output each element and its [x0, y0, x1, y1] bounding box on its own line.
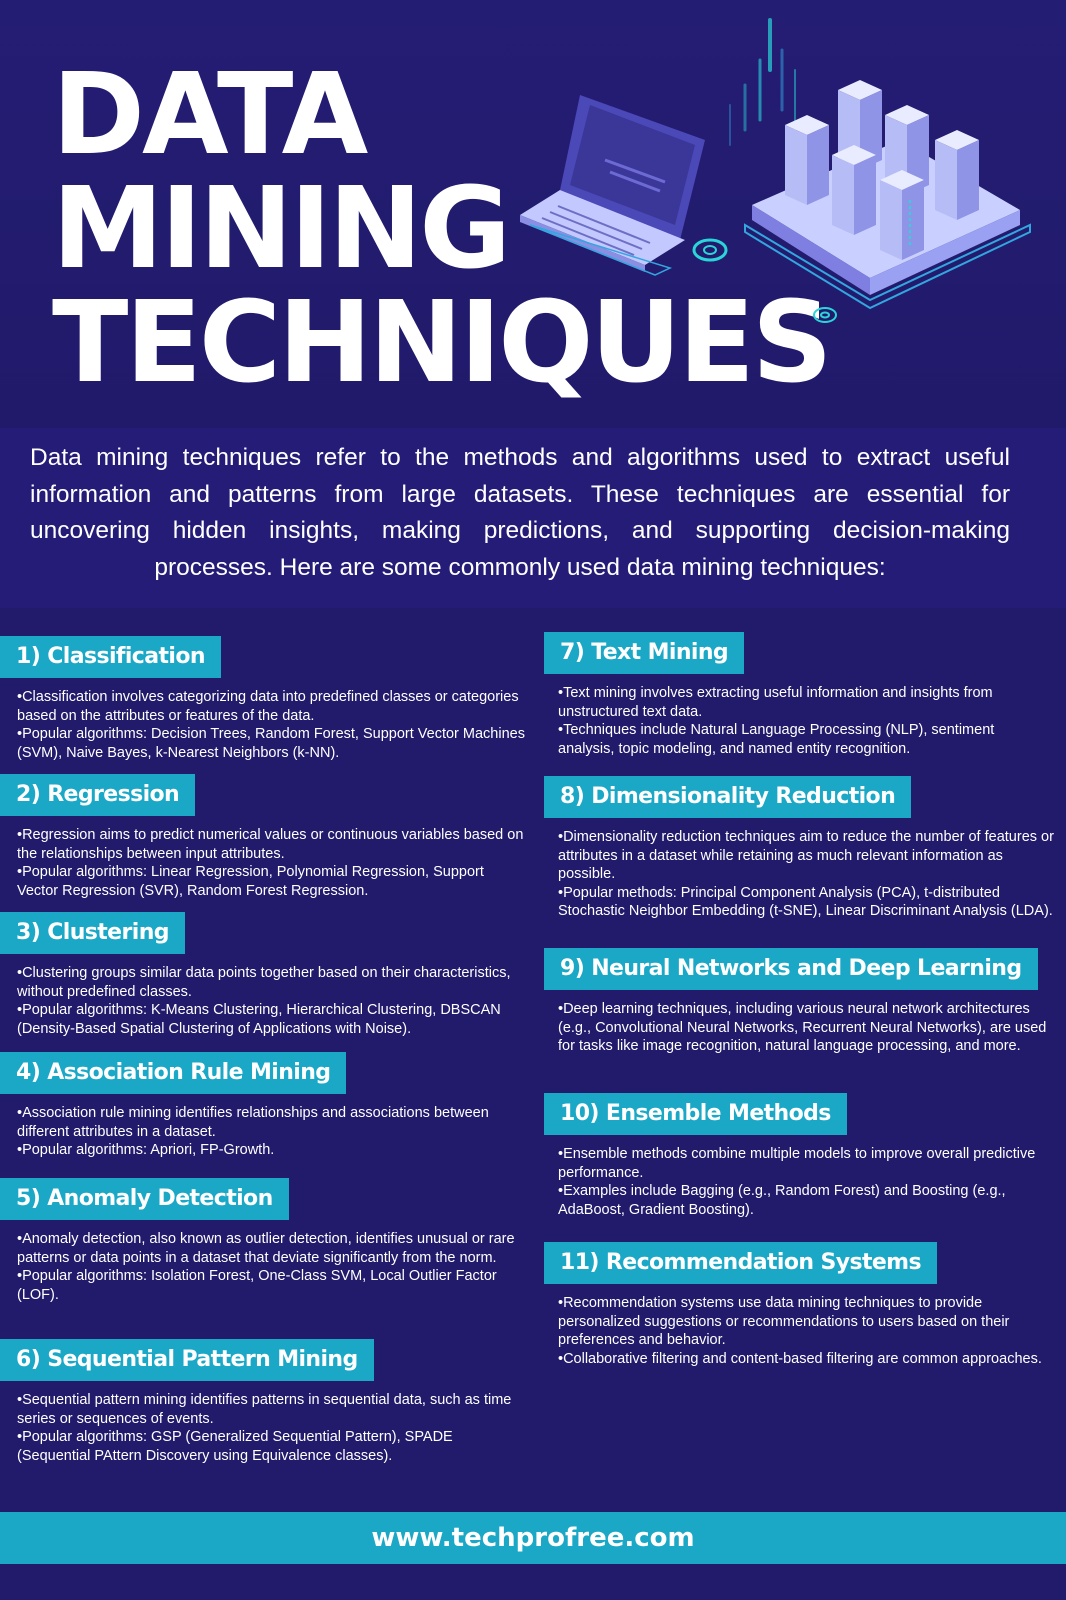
section-recommendation-systems: [544, 1242, 1054, 1368]
website-link[interactable]: www.techprofree.com: [371, 1523, 695, 1553]
title-line: DATA: [52, 50, 366, 180]
section-body: [0, 1391, 525, 1465]
bullet-line: •Popular algorithms: K-Means Clustering, Hierarchical Clustering, DBSCAN (Density-Based Spatial Clustering of Applications with Noise).: [17, 1002, 501, 1037]
bullet-line: •Popular algorithms: GSP (Generalized Sequential Pattern), SPADE (Sequential PAttern Discovery using Equivalence classes).: [17, 1429, 453, 1464]
section-body: [544, 1145, 1054, 1219]
section-regression: [0, 774, 525, 900]
bullet-line: •Collaborative filtering and content-based filtering are common approaches.: [558, 1350, 1042, 1367]
section-body: [0, 688, 525, 762]
bullet-line: •Sequential pattern mining identifies patterns in sequential data, such as time series or sequences of events.: [17, 1392, 512, 1427]
bullet-line: •Regression aims to predict numerical values or continuous variables based on the relationships between input attributes.: [17, 827, 524, 862]
section-heading: 5) Anomaly Detection: [0, 1178, 289, 1220]
bullet-line: •Anomaly detection, also known as outlier detection, identifies unusual or rare patterns or data points in a dataset that deviate significantly from the norm.: [17, 1231, 515, 1266]
footer-bar: [0, 1512, 1066, 1564]
intro-paragraph: Data mining techniques refer to the methods and algorithms used to extract useful information and patterns from large datasets. These techniques are essential for uncovering hidden insights, making predictions, and supporting decision-making processes. Here are some commonly used data mining techniques:: [30, 444, 1010, 581]
section-heading: 1) Classification: [0, 636, 221, 678]
bullet-line: •Recommendation systems use data mining techniques to provide personalized suggestions or recommendations to users based on their preferences and behavior.: [558, 1295, 1010, 1349]
bullet-line: •Popular algorithms: Decision Trees, Random Forest, Support Vector Machines (SVM), Naive Bayes, k-Nearest Neighbors (k-NN).: [17, 726, 525, 761]
section-neural-networks: [544, 948, 1054, 1056]
section-heading: 2) Regression: [0, 774, 195, 816]
section-classification: [0, 636, 525, 762]
section-dimensionality-reduction: [544, 776, 1054, 921]
section-body: [544, 684, 1054, 758]
section-heading: 3) Clustering: [0, 912, 185, 954]
section-text-mining: [544, 632, 1054, 758]
laptop-server-illustration: [520, 10, 1060, 340]
section-body: [544, 1000, 1054, 1056]
bullet-line: •Deep learning techniques, including various neural network architectures (e.g., Convolutional Neural Networks, Recurrent Neural Networks), are used for tasks like image recognition, natural language processing, and more.: [558, 1001, 1047, 1055]
section-heading: 11) Recommendation Systems: [544, 1242, 937, 1284]
section-body: [0, 826, 525, 900]
bullet-line: •Popular algorithms: Apriori, FP-Growth.: [17, 1142, 275, 1159]
bullet-line: •Classification involves categorizing data into predefined classes or categories based on the attributes or features of the data.: [17, 689, 519, 724]
section-heading: 6) Sequential Pattern Mining: [0, 1339, 374, 1381]
section-heading: 9) Neural Networks and Deep Learning: [544, 948, 1038, 990]
bullet-line: •Popular methods: Principal Component Analysis (PCA), t-distributed Stochastic Neighbor Embedding (t-SNE), Linear Discriminant Analysis (LDA).: [558, 884, 1053, 920]
bullet-line: •Association rule mining identifies relationships and associations between different attributes in a dataset.: [17, 1105, 489, 1140]
section-body: [0, 964, 525, 1038]
section-heading: 7) Text Mining: [544, 632, 744, 674]
bullet-line: •Popular algorithms: Linear Regression, Polynomial Regression, Support Vector Regression (SVR), Random Forest Regression.: [17, 864, 484, 899]
header-banner: [0, 0, 1066, 428]
section-heading: 10) Ensemble Methods: [544, 1093, 847, 1135]
bullet-line: •Examples include Bagging (e.g., Random Forest) and Boosting (e.g., AdaBoost, Gradient Boosting).: [558, 1183, 1006, 1218]
bullet-line: •Ensemble methods combine multiple models to improve overall predictive performance.: [558, 1146, 1036, 1181]
section-sequential-pattern-mining: [0, 1339, 525, 1465]
section-heading: 8) Dimensionality Reduction: [544, 776, 911, 818]
section-body: [0, 1230, 525, 1304]
section-anomaly-detection: [0, 1178, 525, 1304]
section-body: [544, 828, 1054, 921]
bullet-line: •Text mining involves extracting useful information and insights from unstructured text data.: [558, 685, 993, 720]
section-clustering: [0, 912, 525, 1038]
laptop-icon: [520, 95, 705, 275]
section-body: [0, 1104, 525, 1160]
section-heading: 4) Association Rule Mining: [0, 1052, 346, 1094]
title-line: MINING: [52, 164, 509, 294]
bullet-line: •Popular algorithms: Isolation Forest, One-Class SVM, Local Outlier Factor (LOF).: [17, 1268, 497, 1303]
section-association-rule-mining: [0, 1052, 525, 1160]
bullet-line: •Techniques include Natural Language Processing (NLP), sentiment analysis, topic modeling, and named entity recognition.: [558, 722, 995, 757]
section-body: [544, 1294, 1054, 1368]
bullet-line: •Dimensionality reduction techniques aim to reduce the number of features or attributes in a dataset while retaining as much relevant information as possible.: [558, 829, 1054, 883]
bullet-line: •Clustering groups similar data points together based on their characteristics, without predefined classes.: [17, 965, 511, 1000]
title-line: TECHNIQUES: [52, 278, 830, 408]
section-ensemble-methods: [544, 1093, 1054, 1219]
